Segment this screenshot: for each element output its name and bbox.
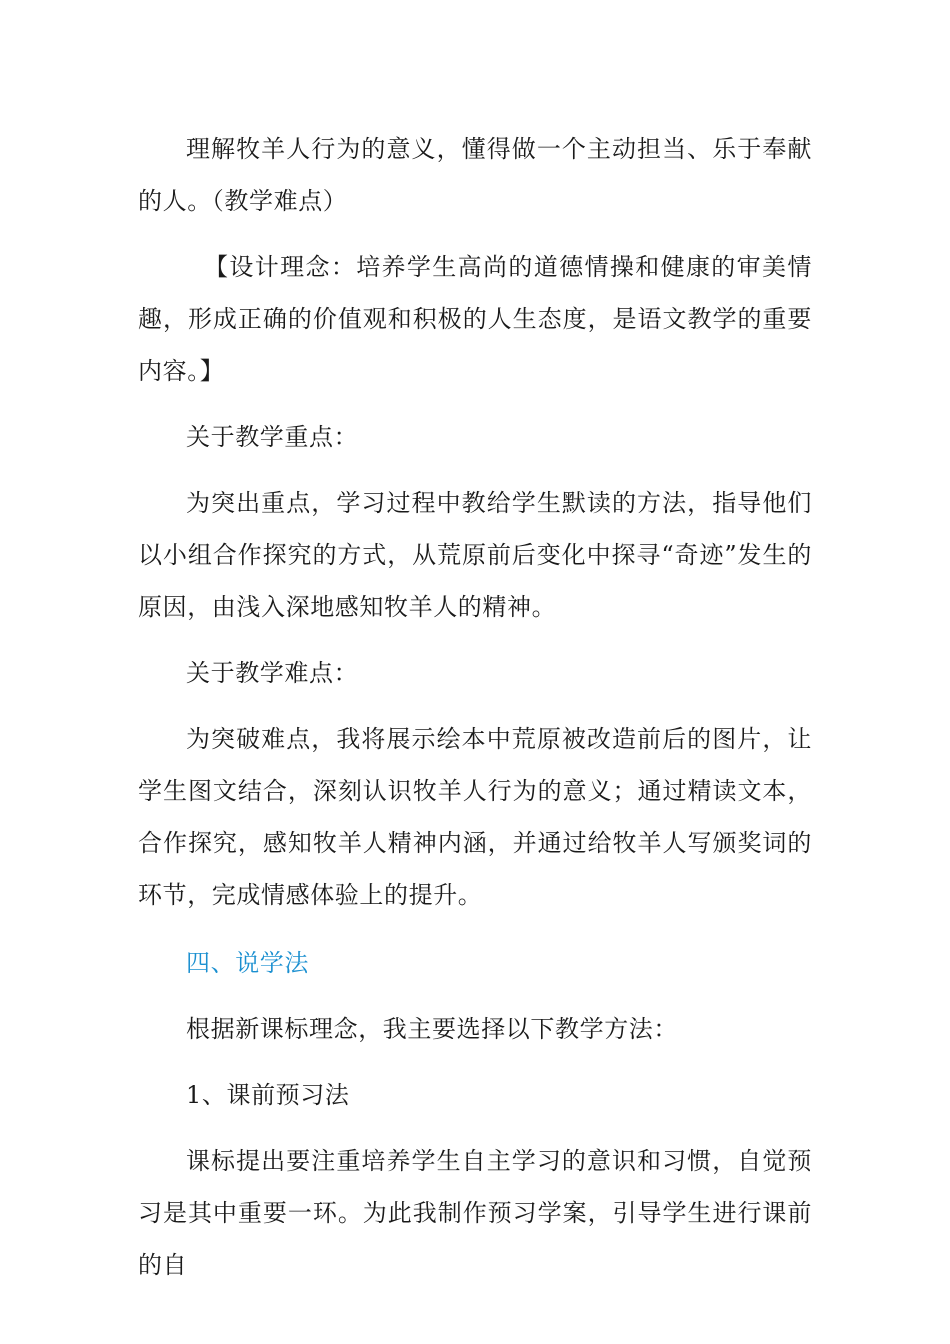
paragraph-difficulty-label: 关于教学难点： (186, 659, 359, 687)
paragraph-preview-method-body: 课标提出要注重培养学生自主学习的意识和习惯，自觉预习是其中重要一环。为此我制作预习学案，引导学生进行课前的自 (138, 1147, 812, 1279)
section-heading-learning-methods: 四、说学法 (186, 949, 309, 977)
paragraph-methods-intro: 根据新课标理念，我主要选择以下教学方法： (186, 1015, 678, 1043)
list-item-preview-method-title: 1、课前预习法 (186, 1081, 350, 1109)
paragraph-key-point-body: 为突出重点，学习过程中教给学生默读的方法，指导他们以小组合作探究的方式，从荒原前后变化中探寻“奇迹”发生的原因，由浅入深地感知牧羊人的精神。 (138, 489, 812, 621)
paragraph-key-point-label: 关于教学重点： (186, 423, 359, 451)
paragraph-difficulty-goal: 理解牧羊人行为的意义，懂得做一个主动担当、乐于奉献的人。（教学难点） (138, 135, 812, 215)
paragraph-difficulty-body: 为突破难点，我将展示绘本中荒原被改造前后的图片，让学生图文结合，深刻认识牧羊人行为的意义；通过精读文本，合作探究，感知牧羊人精神内涵，并通过给牧羊人写颁奖词的环节，完成情感体验上的提升。 (138, 725, 812, 909)
paragraph-design-concept: 【设计理念：培养学生高尚的道德情操和健康的审美情趣，形成正确的价值观和积极的人生态度，是语文教学的重要内容。】 (138, 253, 812, 385)
